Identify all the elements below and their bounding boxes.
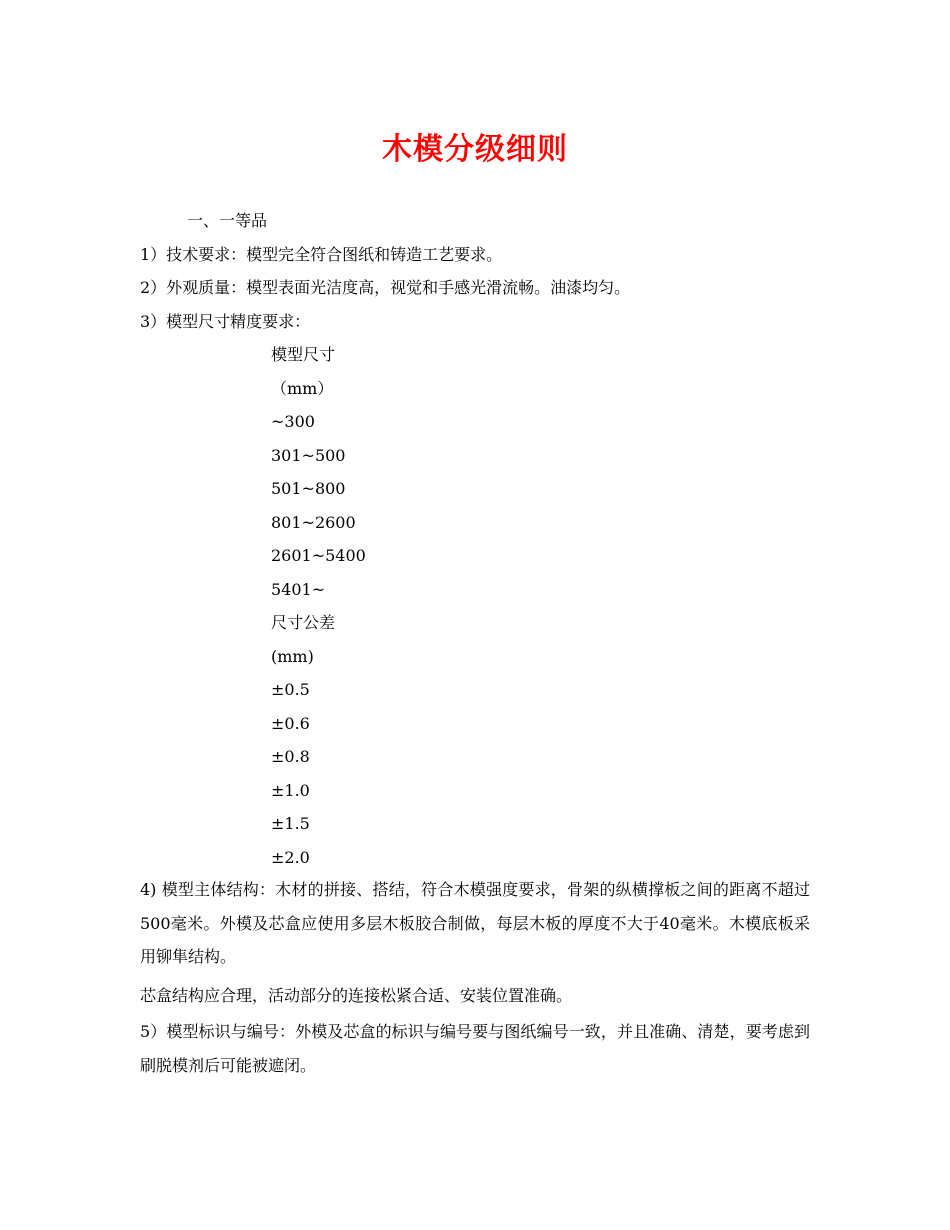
tolerance-value: ±0.6	[271, 713, 310, 733]
tolerance-value: ±0.5	[271, 680, 310, 699]
document-title: 木模分级细则	[382, 132, 568, 167]
section-heading: 一、一等品	[187, 211, 268, 230]
item-appearance-quality: 2）外观质量：模型表面光洁度高，视觉和手感光滑流畅。油漆均匀。	[140, 278, 631, 297]
size-range: 5401~	[271, 579, 326, 599]
item-technical-requirements: 1）技术要求：模型完全符合图纸和铸造工艺要求。	[140, 245, 503, 264]
tolerance-value: ±0.8	[271, 747, 310, 766]
item-main-structure: 4) 模型主体结构：木材的拼接、搭结，符合木模强度要求，骨架的纵横撑板之间的距离不超过500毫米。外模及芯盒应使用多层木板胶合制做，每层木板的厚度不大于40毫米。木模底板采用铆隼结构。	[140, 880, 810, 966]
tolerance-header: 尺寸公差	[271, 613, 336, 632]
tolerance-value: ±1.5	[271, 814, 310, 833]
tolerance-unit: (mm)	[271, 646, 314, 666]
tolerance-value: ±1.0	[271, 780, 310, 800]
size-unit: （mm）	[271, 378, 334, 398]
tolerance-value: ±2.0	[271, 847, 310, 867]
item-dimension-accuracy: 3）模型尺寸精度要求：	[140, 312, 311, 331]
tolerance-table	[271, 344, 366, 880]
size-range: 801~2600	[271, 512, 356, 532]
item-core-box-structure: 芯盒结构应合理，活动部分的连接松紧合适、安装位置准确。	[140, 986, 573, 1005]
size-range: 501~800	[271, 479, 346, 498]
size-range: 2601~5400	[271, 546, 366, 565]
size-range: ~300	[271, 412, 315, 431]
size-header: 模型尺寸	[271, 345, 336, 364]
size-range: 301~500	[271, 445, 346, 465]
item-marking-numbering: 5）模型标识与编号：外模及芯盒的标识与编号要与图纸编号一致，并且准确、清楚，要考虑到刷脱模剂后可能被遮闭。	[140, 1022, 810, 1075]
